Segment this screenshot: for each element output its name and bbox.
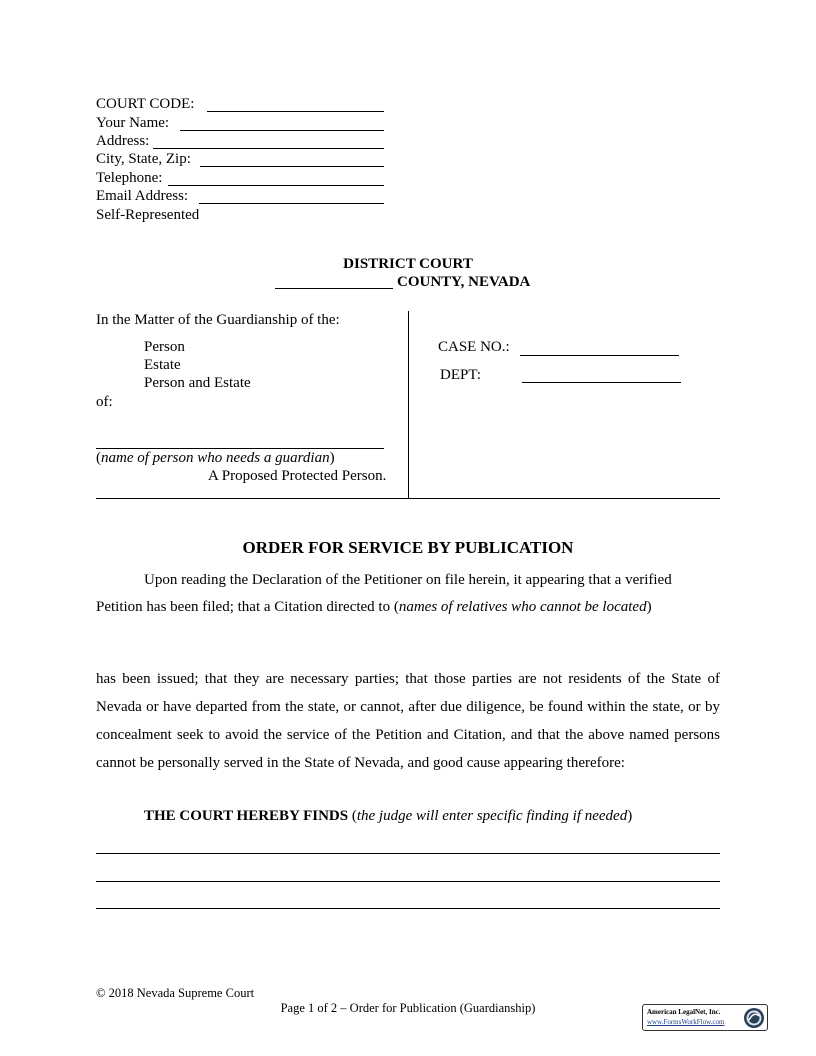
- city-state-zip-label: City, State, Zip:: [96, 151, 191, 167]
- order-paragraph-2: has been issued; that they are necessary parties; that those parties are not residents of the State of Nevada or have departed from the state, or cannot, after due diligence, be found within the state, or by concealment seek to avoid the service of the Petition and Citation, and that the above named persons cannot be personally served in the State of Nevada, and good cause appearing therefore:: [96, 671, 720, 771]
- finds-hint: the judge will enter specific finding if needed: [356, 808, 628, 824]
- option-estate[interactable]: Estate: [144, 357, 181, 373]
- dept-label: DEPT:: [440, 367, 481, 383]
- county-field[interactable]: [275, 288, 393, 289]
- globe-icon: [743, 1007, 765, 1029]
- caption-bottom-rule: [96, 498, 720, 499]
- email-field[interactable]: [199, 203, 384, 204]
- telephone-field[interactable]: [168, 185, 384, 186]
- county-label: COUNTY, NEVADA: [397, 274, 531, 290]
- relatives-hint: names of relatives who cannot be located: [398, 599, 647, 615]
- court-finds-heading: THE COURT HEREBY FINDS: [144, 808, 349, 824]
- findings-line-2[interactable]: [96, 881, 720, 882]
- telephone-label: Telephone:: [96, 170, 163, 186]
- protected-person-label: A Proposed Protected Person.: [208, 468, 387, 484]
- name-hint-open: (: [96, 450, 101, 466]
- name-hint-close: ): [329, 450, 335, 466]
- city-state-zip-field[interactable]: [200, 166, 384, 167]
- case-no-field[interactable]: [520, 355, 679, 356]
- finds-open: (: [348, 808, 357, 824]
- legalnet-badge[interactable]: [642, 1004, 768, 1031]
- citation-text: Petition has been filed; that a Citation directed to (: [96, 599, 399, 615]
- finds-close: ): [627, 808, 633, 824]
- relatives-hint-close: ): [646, 599, 652, 615]
- address-field[interactable]: [153, 148, 384, 149]
- copyright: © 2018 Nevada Supreme Court: [96, 986, 255, 1000]
- badge-company: American LegalNet, Inc.: [647, 1008, 721, 1016]
- caption-divider: [408, 311, 409, 498]
- court-name: DISTRICT COURT: [343, 256, 473, 272]
- your-name-field[interactable]: [180, 130, 384, 131]
- name-hint-text: name of person who needs a guardian: [101, 450, 330, 466]
- order-title: ORDER FOR SERVICE BY PUBLICATION: [242, 538, 574, 557]
- self-represented-label: Self-Represented: [96, 207, 200, 223]
- email-label: Email Address:: [96, 188, 189, 204]
- order-paragraph-1-line-1: Upon reading the Declaration of the Petitioner on file herein, it appearing that a verified: [144, 572, 672, 588]
- page-indicator: Page 1 of 2 – Order for Publication (Guardianship): [280, 1001, 536, 1015]
- case-no-label: CASE NO.:: [438, 339, 510, 355]
- order-paragraph-1-line-2: [96, 593, 652, 621]
- badge-url[interactable]: www.FormsWorkFlow.com: [647, 1018, 725, 1026]
- court-code-label: COURT CODE:: [96, 96, 195, 112]
- dept-field[interactable]: [522, 382, 681, 383]
- address-label: Address:: [96, 133, 150, 149]
- court-code-field[interactable]: [207, 111, 384, 112]
- name-hint: [96, 449, 335, 467]
- court-finds-line: [144, 804, 632, 828]
- option-person-and-estate[interactable]: Person and Estate: [144, 375, 251, 391]
- findings-line-3[interactable]: [96, 908, 720, 909]
- option-person[interactable]: Person: [144, 339, 185, 355]
- your-name-label: Your Name:: [96, 115, 170, 131]
- matter-text: In the Matter of the Guardianship of the:: [96, 312, 340, 328]
- of-label: of:: [96, 394, 113, 410]
- findings-line-1[interactable]: [96, 853, 720, 854]
